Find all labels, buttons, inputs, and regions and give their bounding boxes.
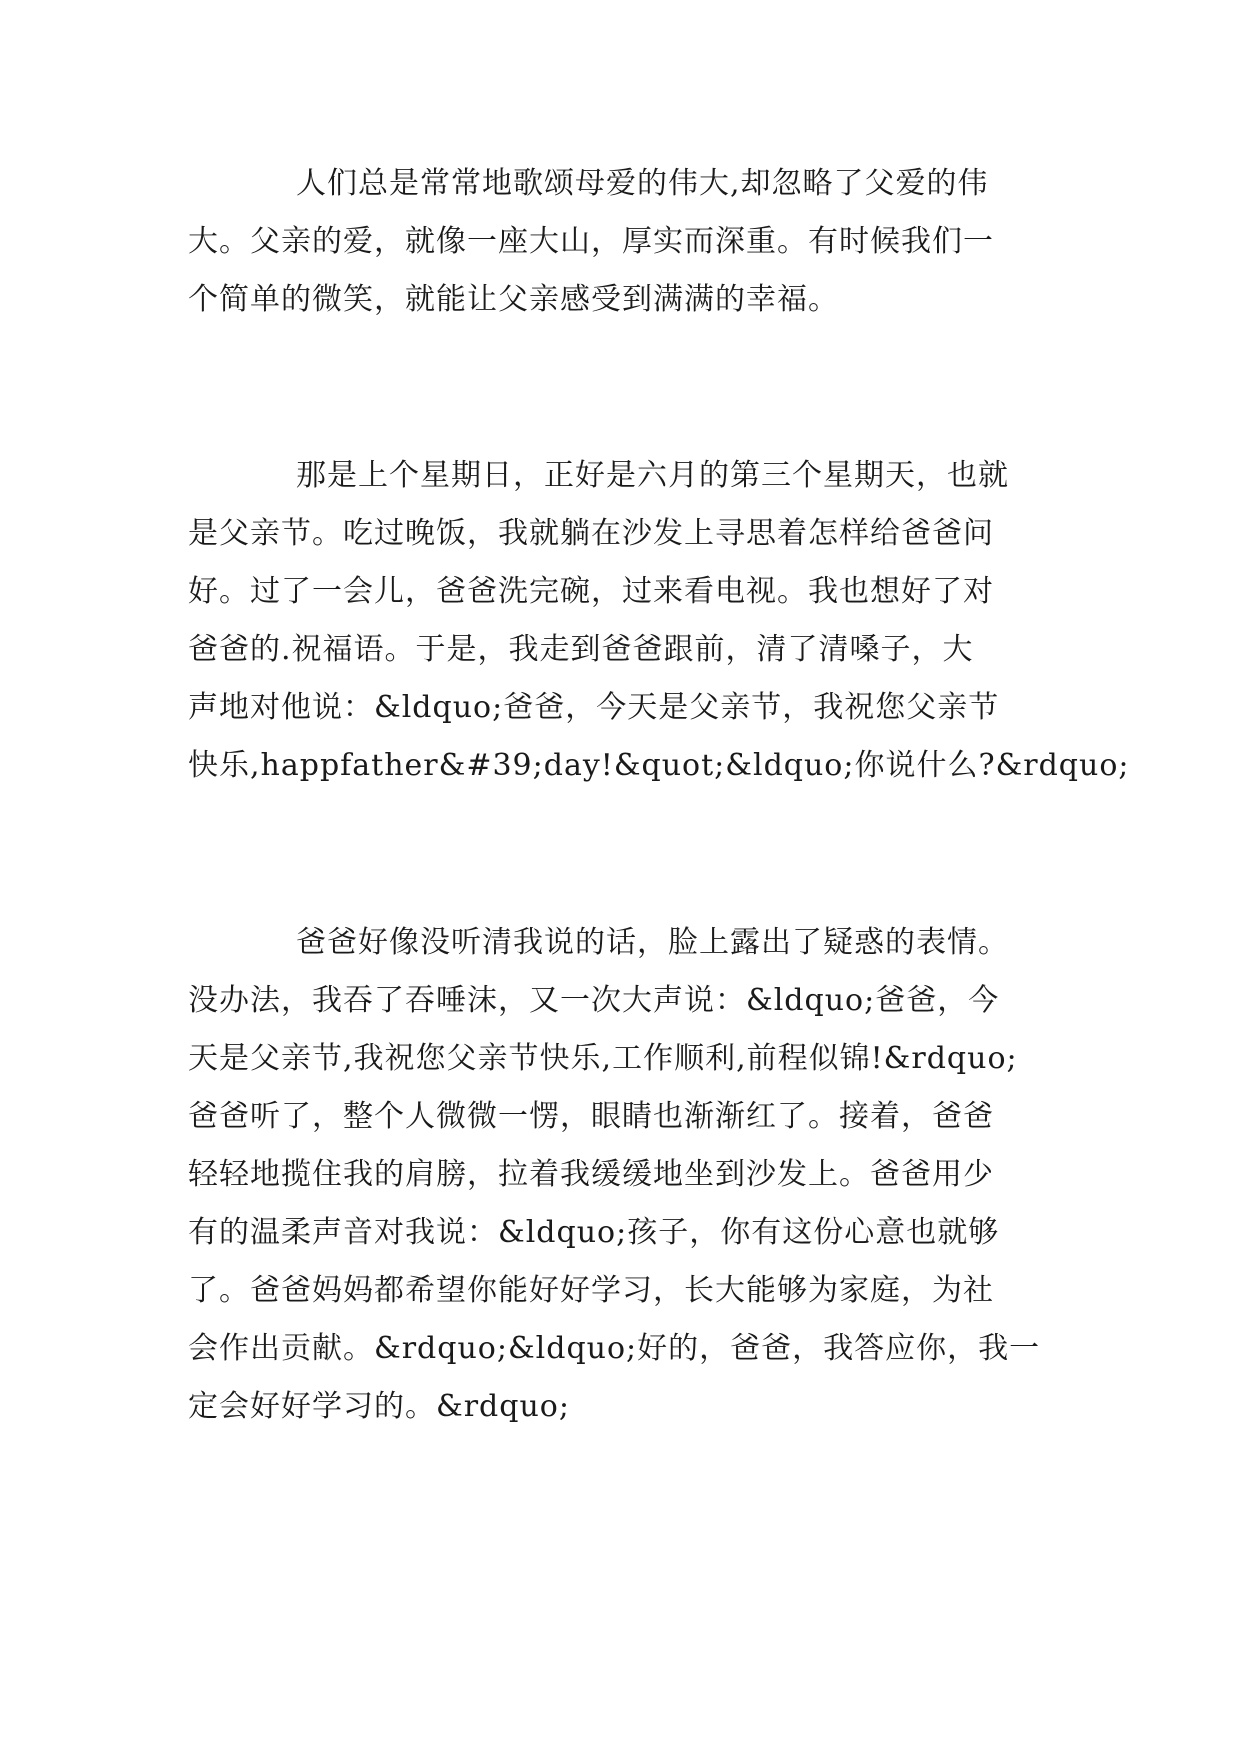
paragraph-line: 定会好好学习的。&rdquo;: [188, 1389, 570, 1424]
paragraph-line: 轻轻地揽住我的肩膀，拉着我缓缓地坐到沙发上。爸爸用少: [188, 1157, 994, 1192]
paragraph-line: 了。爸爸妈妈都希望你能好好学习，长大能够为家庭，为社: [188, 1273, 994, 1308]
paragraph-1: [188, 155, 1048, 329]
paragraph-line: 爸爸的.祝福语。于是，我走到爸爸跟前，清了清嗓子，大: [188, 632, 974, 667]
paragraph-line: 人们总是常常地歌颂母爱的伟大,却忽略了父爱的伟: [296, 166, 989, 201]
paragraph-line: 会作出贡献。&rdquo;&ldquo;好的，爸爸，我答应你，我一: [188, 1331, 1041, 1366]
paragraph-line: 那是上个星期日，正好是六月的第三个星期天，也就: [296, 458, 1009, 493]
paragraph-3: [188, 914, 1048, 1436]
paragraph-line: 是父亲节。吃过晚饭，我就躺在沙发上寻思着怎样给爸爸问: [188, 516, 994, 551]
paragraph-line: 大。父亲的爱，就像一座大山，厚实而深重。有时候我们一: [188, 224, 994, 259]
paragraph-line: 爸爸好像没听清我说的话，脸上露出了疑惑的表情。: [296, 925, 1009, 960]
paragraph-line: 个简单的微笑，就能让父亲感受到满满的幸福。: [188, 282, 839, 317]
paragraph-line: 有的温柔声音对我说：&ldquo;孩子，你有这份心意也就够: [188, 1215, 1000, 1250]
paragraph-line: 爸爸听了，整个人微微一愣，眼睛也渐渐红了。接着，爸爸: [188, 1099, 994, 1134]
paragraph-2: [188, 447, 1130, 795]
paragraph-line: 快乐,happfather&#39;day!&quot;&ldquo;你说什么?&rdquo;: [188, 748, 1130, 783]
paragraph-line: 好。过了一会儿，爸爸洗完碗，过来看电视。我也想好了对: [188, 574, 994, 609]
paragraph-line: 声地对他说：&ldquo;爸爸，今天是父亲节，我祝您父亲节: [188, 690, 1000, 725]
paragraph-line: 没办法，我吞了吞唾沫，又一次大声说：&ldquo;爸爸，今: [188, 983, 1000, 1018]
paragraph-line: 天是父亲节,我祝您父亲节快乐,工作顺利,前程似锦!&rdquo;: [188, 1041, 1018, 1076]
